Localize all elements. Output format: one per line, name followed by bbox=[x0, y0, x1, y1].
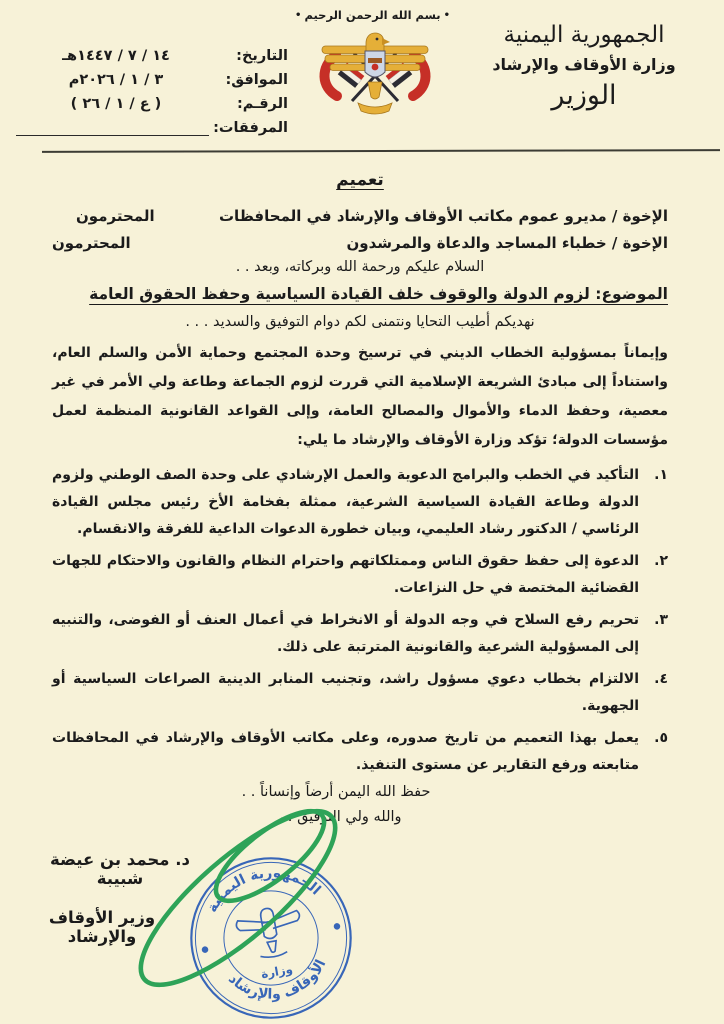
letterhead-emblem-block bbox=[297, 8, 453, 129]
letter-body bbox=[0, 170, 724, 825]
doc-type-heading: تعميم bbox=[336, 170, 384, 190]
list-item bbox=[52, 666, 668, 720]
field-label: التاريخ: bbox=[236, 48, 288, 64]
letterhead-titles bbox=[455, 22, 713, 111]
reference-fields bbox=[16, 40, 288, 136]
attachments-blank-line bbox=[16, 120, 209, 136]
stamp-eagle-icon bbox=[234, 903, 305, 962]
honorific: المحترمون bbox=[76, 207, 155, 225]
item-number: ٣. bbox=[654, 612, 668, 628]
item-text: الدعوة إلى حفظ حقوق الناس وممتلكاتهم واحترام النظام والقانون والاحتكام للجهات القضائية المختصة في حل النزاعات. bbox=[52, 553, 639, 596]
list-item bbox=[52, 548, 668, 602]
yemen-national-emblem bbox=[314, 25, 436, 125]
addressee-text: الإخوة / مديرو عموم مكاتب الأوقاف والإرشاد في المحافظات bbox=[218, 207, 668, 225]
closing-formula: والله ولي التوفيق ،،، bbox=[278, 809, 402, 825]
item-number: ٥. bbox=[654, 730, 668, 746]
signer-name: د. محمد بن عيضة شبيبة bbox=[50, 850, 190, 888]
directives-list bbox=[52, 462, 668, 779]
field-value: ( ع / ١ / ٢٦ ) bbox=[70, 96, 162, 112]
ministry-stamp bbox=[179, 852, 363, 1024]
field-ref-number bbox=[16, 88, 288, 112]
greeting-line: نهديكم أطيب التحايا ونتمنى لكم دوام التوفيق والسديد . . . bbox=[185, 314, 535, 330]
list-item bbox=[52, 607, 668, 661]
ornament-dot: • bbox=[443, 10, 450, 21]
field-date-gregorian bbox=[16, 64, 288, 88]
item-text: التأكيد في الخطب والبرامج الدعوية والعمل الإرشادي على وحدة الصف الوطني ولزوم الدولة وطاعة القيادة السياسية الشرعية، ممثلة بفخامة الأخ رئيس مجلس القيادة الرئاسي / الدكتور رشاد العليمي، وبيان خطورة الدعوات الداعية للفرقة والانقسام. bbox=[52, 467, 639, 537]
basmala-text bbox=[297, 8, 453, 22]
stamp-bottom-text: الأوقاف والإرشاد bbox=[225, 957, 330, 1003]
signer-title: وزير الأوقاف والإرشاد bbox=[48, 908, 156, 946]
stamp-top-text: الجمهورية اليمنية bbox=[204, 865, 324, 916]
item-text: الالتزام بخطاب دعوي مسؤول راشد، وتجنيب المنابر الدينية الصراعات السياسية أو الجهوية. bbox=[52, 671, 639, 714]
salutation: السلام عليكم ورحمة الله وبركاته، وبعد . . bbox=[235, 259, 485, 275]
stamp-middle-text: وزارة bbox=[260, 961, 294, 982]
honorific: المحترمون bbox=[52, 234, 131, 252]
svg-text:الجمهورية اليمنية bbox=[199, 856, 326, 918]
item-number: ٢. bbox=[654, 553, 668, 569]
minister-title: الوزير bbox=[551, 80, 617, 111]
header-separator-rule bbox=[42, 149, 720, 153]
list-item bbox=[52, 725, 668, 779]
field-label: المرفقات: bbox=[213, 120, 288, 136]
closing-prayer: حفظ الله اليمن أرضاً وإنساناً . . bbox=[241, 784, 431, 800]
republic-name: الجمهورية اليمنية bbox=[503, 22, 665, 48]
addressee-row bbox=[52, 207, 668, 225]
field-label: الرقـم: bbox=[236, 96, 288, 112]
item-number: ٤. bbox=[654, 671, 668, 687]
item-text: تحريم رفع السلاح في وجه الدولة أو الانخراط في أعمال العنف أو الفوضى، والتنبيه إلى المسؤولية الشرعية والقانونية المترتبة على ذلك. bbox=[52, 612, 639, 655]
field-label: الموافق: bbox=[225, 72, 288, 88]
item-number: ١. bbox=[654, 467, 668, 483]
preamble-paragraph: وإيماناً بمسؤولية الخطاب الديني في ترسيخ وحدة المجتمع وحماية الأمن والسلم العام، واستناداً إلى مبادئ الشريعة الإسلامية التي قررت لزوم الجماعة وطاعة ولي الأمر في غير معصية، وحفظ الدماء والأموال والمصالح العامة، وإلى القواعد القانونية المنظمة لعمل مؤسسات الدولة؛ تؤكد وزارة الأوقاف والإرشاد ما يلي: bbox=[52, 345, 668, 448]
field-value: ١٤ / ٧ / ١٤٤٧هـ bbox=[62, 48, 170, 64]
subject-line: الموضوع: لزوم الدولة والوقوف خلف القيادة السياسية وحفظ الحقوق العامة bbox=[89, 285, 668, 303]
basmala: بسم الله الرحمن الرحيم bbox=[304, 8, 441, 22]
addressee-row bbox=[52, 234, 668, 252]
ornament-dot: • bbox=[295, 10, 302, 21]
letterhead bbox=[0, 0, 724, 152]
list-item bbox=[52, 462, 668, 543]
field-attachments bbox=[16, 112, 288, 136]
field-date-hijri bbox=[16, 40, 288, 64]
addressee-text: الإخوة / خطباء المساجد والدعاة والمرشدون bbox=[346, 234, 668, 252]
field-value: ٣ / ١ / ٢٠٢٦م bbox=[68, 72, 164, 88]
ministry-name: وزارة الأوقاف والإرشاد bbox=[492, 55, 676, 74]
item-text: يعمل بهذا التعميم من تاريخ صدوره، وعلى مكاتب الأوقاف والإرشاد في المحافظات متابعته ورفع التقارير عن مستوى التنفيذ. bbox=[52, 730, 639, 773]
